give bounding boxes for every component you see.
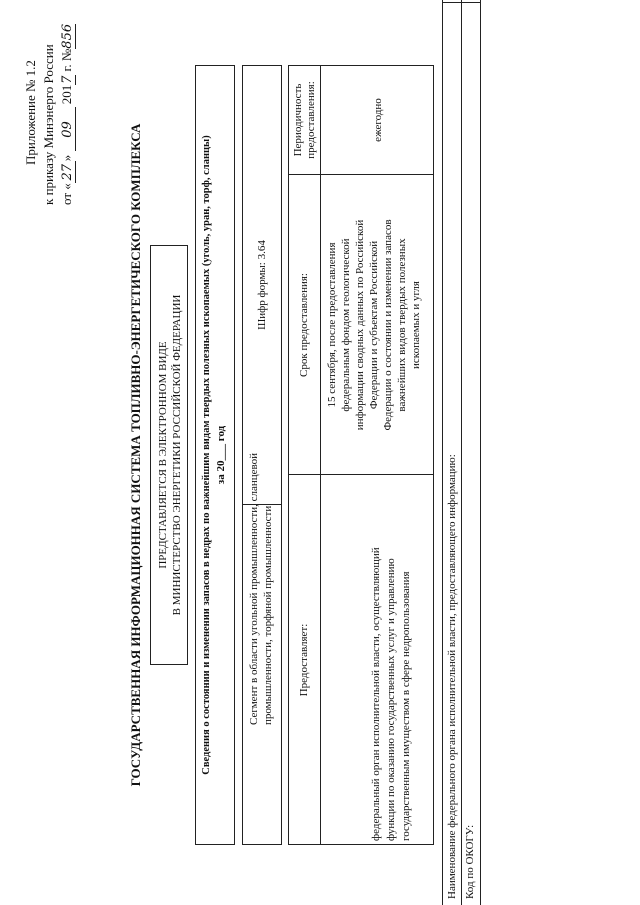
segment-line1: Сегмент в области угольной промышленности, сланцевой <box>248 452 260 725</box>
report-title-line2 <box>215 65 228 845</box>
provides-line2: функции по оказанию государственных услуг и управлению <box>385 558 397 841</box>
report-year-prefix: за 20 <box>215 460 227 485</box>
deadline-line2: федеральным фондом геологической <box>340 238 352 412</box>
appendix-date-line <box>60 24 76 205</box>
header-periodicity-line2: предоставления: <box>305 81 317 159</box>
date-year-prefix: 201 <box>59 84 74 108</box>
appendix-line2: к приказу Минэнерго России <box>41 44 56 205</box>
order-number: 856 <box>60 23 75 49</box>
deadline-line5: Федерации о состоянии и изменении запасов <box>382 219 394 431</box>
date-no: г. № <box>59 48 74 75</box>
provides-line1: федеральный орган исполнительной власти, осуществляющий <box>370 547 382 841</box>
footer-bottom-rule <box>480 0 481 905</box>
report-title-line1: Сведения о состоянии и изменении запасов в недрах по важнейшим видам твердых полезных ископаемых (уголь, уран, торф, сланцы) <box>201 135 212 775</box>
footer-right-edge <box>442 2 480 3</box>
deadline-line6: важнейших видов твердых полезных <box>396 238 408 412</box>
report-year-suffix: год <box>215 425 227 445</box>
date-month: 09 <box>61 107 76 151</box>
electronic-line1: ПРЕДСТАВЛЯЕТСЯ В ЭЛЕКТРОННОМ ВИДЕ <box>157 341 169 569</box>
deadline-line3: информации сводных данных по Российской <box>354 219 366 431</box>
periodicity-value: ежегодно <box>372 98 384 142</box>
footer-mid-rule <box>461 0 462 905</box>
okogu-label: Код по ОКОГУ: <box>464 824 476 899</box>
electronic-line2: В МИНИСТЕРСТВО ЭНЕРГЕТИКИ РОССИЙСКОЙ ФЕДЕРАЦИИ <box>171 294 183 616</box>
date-mid: » <box>59 151 74 162</box>
segment-line2: промышленности, торфяной промышленности <box>262 505 274 725</box>
appendix-line1: Приложение № 1.2 <box>23 60 38 165</box>
table-header-divider <box>320 65 321 845</box>
deadline-line7: ископаемых и угля <box>410 281 422 369</box>
system-title: ГОСУДАРСТВЕННАЯ ИНФОРМАЦИОННАЯ СИСТЕМА ТОПЛИВНО-ЭНЕРГЕТИЧЕСКОГО КОМПЛЕКСА <box>128 123 143 787</box>
deadline-line4: Федерации и субъектам Российской <box>368 240 380 410</box>
date-year-suffix: 7 <box>60 75 75 84</box>
date-prefix: от « <box>59 183 74 205</box>
deadline-line1: 15 сентября, после предоставления <box>326 242 338 408</box>
provides-line3: государственным имуществом в сфере недропользования <box>400 571 412 841</box>
footer-top-rule <box>442 0 443 905</box>
date-day: 27 <box>61 161 76 183</box>
header-periodicity-line1: Периодичность <box>292 83 304 157</box>
form-code: Шифр формы: 3.64 <box>256 240 268 330</box>
header-provides: Предоставляет: <box>298 623 310 697</box>
header-deadline: Срок предоставления: <box>298 273 310 377</box>
org-name-label: Наименование федерального органа исполнительной власти, предоставляющего информацию: <box>446 454 458 899</box>
report-year-blank: ___ <box>215 444 227 461</box>
